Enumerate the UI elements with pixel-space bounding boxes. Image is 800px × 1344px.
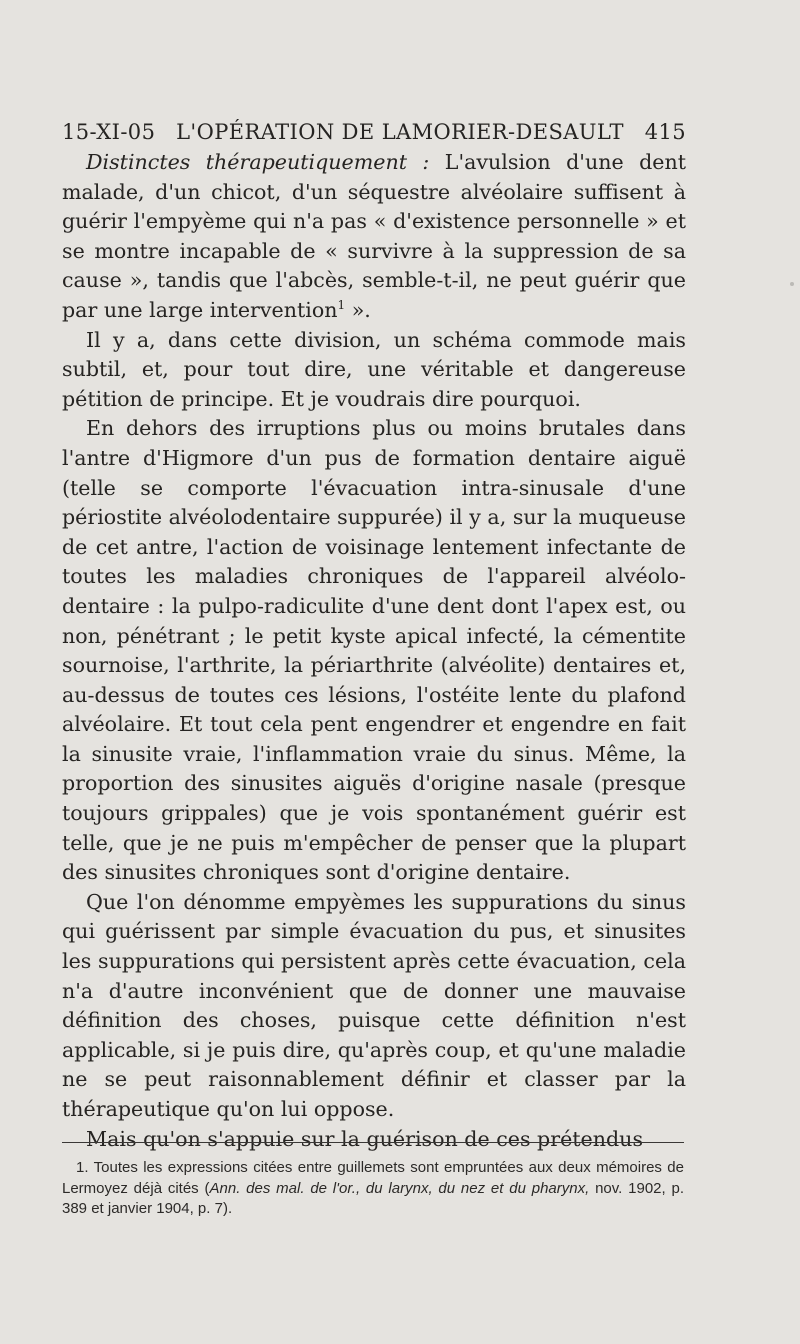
- paragraph-text: L'avulsion d'une dent malade, d'un chicot, d'un séquestre alvéolaire suffisent à guérir l'empyème qui n'a pas « d'existence personnelle » et se montre incapable de « survivre à la suppression de sa cause », tandis que l'abcès, semble-t-il, ne peut guérir que par une large intervention: [62, 150, 686, 322]
- paragraph-tail: ».: [345, 297, 371, 322]
- header-title: L'OPÉRATION DE LAMORIER-DESAULT: [176, 120, 624, 144]
- running-header: [62, 120, 686, 148]
- footnote-divider: [62, 1142, 684, 1143]
- footnote-text-end: nov. 1902, p. 389 et janvier 1904, p. 7).: [62, 1179, 684, 1217]
- header-date: 15-XI-05: [62, 120, 156, 144]
- paragraph-1: [62, 148, 686, 326]
- footnote-text: Toutes les expressions citées entre guillemets sont empruntées aux deux mémoires de Lermoyez déjà cités (: [62, 1159, 684, 1197]
- body-text: [62, 148, 686, 1154]
- page-content: [62, 120, 686, 1154]
- paragraph-3: En dehors des irruptions plus ou moins brutales dans l'antre d'Higmore d'un pus de formation dentaire aiguë (telle se comporte l'évacuation intra-sinusale d'une périostite alvéolodentaire suppurée) il y a, sur la muqueuse de cet antre, l'action de voisinage lentement infectante de toutes les maladies chroniques de l'appareil alvéolo-dentaire : la pulpo-radiculite d'une dent dont l'apex est, ou non, pénétrant ; le petit kyste apical infecté, la cémentite sournoise, l'arthrite, la périarthrite (alvéolite) dentaires et, au-dessus de toutes ces lésions, l'ostéite lente du plafond alvéolaire. Et tout cela pent engendrer et engendre en fait la sinusite vraie, l'inflammation vraie du sinus. Même, la proportion des sinusites aiguës d'origine nasale (presque toujours grippales) que je vois spontanément guérir est telle, que je ne puis m'empêcher de penser que la plupart des sinusites chroniques sont d'origine dentaire.: [62, 416, 686, 885]
- margin-speck: [790, 282, 794, 286]
- footnote-reference[interactable]: 1: [337, 298, 346, 313]
- footnote-number: 1.: [76, 1159, 89, 1176]
- paragraph-2: Il y a, dans cette division, un schéma commode mais subtil, et, pour tout dire, une véritable et dangereuse pétition de principe. Et je voudrais dire pourquoi.: [62, 327, 686, 411]
- page-number: 415: [644, 120, 686, 144]
- paragraph-4: Que l'on dénomme empyèmes les suppurations du sinus qui guérissent par simple évacuation du pus, et sinusites les suppurations qui persistent après cette évacuation, cela n'a d'autre inconvénient que de donner une mauvaise définition des choses, puisque cette définition n'est applicable, si je puis dire, qu'après coup, et qu'une maladie ne se peut raisonnablement définir et classer par la thérapeutique qu'on lui oppose.: [62, 889, 686, 1121]
- paragraph-lead-italic: Distinctes thérapeutiquement :: [86, 150, 430, 174]
- footnote: [62, 1158, 684, 1220]
- footnote-citation-italic: Ann. des mal. de l'or., du larynx, du nez et du pharynx,: [209, 1179, 590, 1197]
- paragraph-5: Mais qu'on s'appuie sur la guérison de ces prétendus: [86, 1126, 644, 1151]
